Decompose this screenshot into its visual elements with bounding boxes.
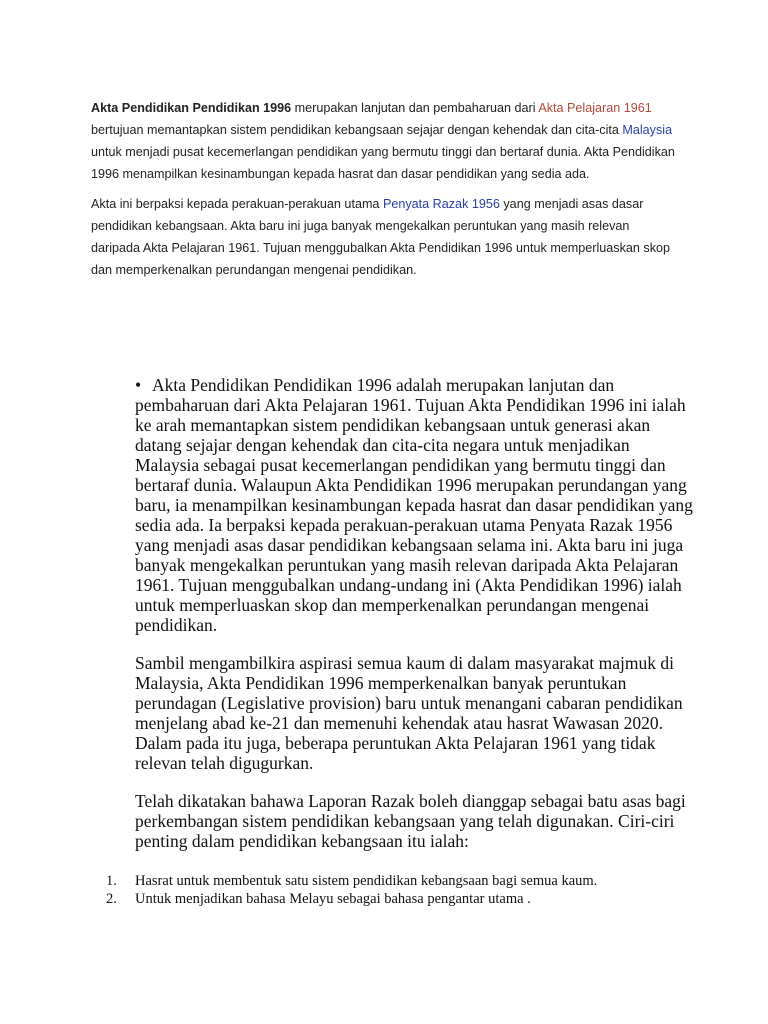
list-item bbox=[106, 872, 706, 890]
link-malaysia[interactable]: Malaysia bbox=[622, 123, 673, 137]
wiki-text: bertujuan memantapkan sistem pendidikan kebangsaan sejajar dengan kehendak dan cita-cita bbox=[91, 123, 623, 137]
article-title-bold: Akta Pendidikan Pendidikan 1996 bbox=[91, 101, 292, 115]
list-item-text: Hasrat untuk membentuk satu sistem pendidikan kebangsaan bagi semua kaum. bbox=[135, 873, 598, 889]
wiki-text: Akta ini berpaksi kepada perakuan-perakuan utama bbox=[91, 197, 383, 211]
essay-section bbox=[135, 375, 695, 851]
list-item-text: Untuk menjadikan bahasa Melayu sebagai bahasa pengantar utama . bbox=[135, 891, 531, 907]
wiki-paragraph-1 bbox=[91, 97, 681, 185]
list-number: 2. bbox=[106, 891, 117, 907]
numbered-list bbox=[106, 872, 706, 908]
essay-text: Akta Pendidikan Pendidikan 1996 adalah merupakan lanjutan dan pembaharuan dari Akta Pelajaran 1961. Tujuan Akta Pendidikan 1996 ini ialah ke arah memantapkan sistem pendidikan kebangsaan untuk generasi akan datang sejajar dengan kehendak dan cita-cita negara untuk menjadikan Malaysia sebagai pusat kecemerlangan pendidikan yang bermutu tinggi dan bertaraf dunia. Walaupun Akta Pendidikan 1996 merupakan perundangan yang baru, ia menampilkan kesinambungan kepada hasrat dan dasar pendidikan yang sedia ada. Ia berpaksi kepada perakuan-perakuan utama Penyata Razak 1956 yang menjadi asas dasar pendidikan kebangsaan selama ini. Akta baru ini juga banyak mengekalkan peruntukan yang masih relevan daripada Akta Pelajaran 1961. Tujuan menggubalkan undang-undang ini (Akta Pendidikan 1996) ialah untuk memperluaskan skop dan memperkenalkan perundangan mengenai pendidikan. bbox=[135, 375, 693, 635]
wiki-excerpt bbox=[91, 97, 681, 281]
essay-paragraph-1 bbox=[135, 375, 695, 635]
link-penyata-razak-1956[interactable]: Penyata Razak 1956 bbox=[382, 197, 500, 211]
wiki-text: merupakan lanjutan dan pembaharuan dari bbox=[291, 101, 539, 115]
essay-paragraph-2: Sambil mengambilkira aspirasi semua kaum di dalam masyarakat majmuk di Malaysia, Akta Pendidikan 1996 memperkenalkan banyak peruntukan perundagan (Legislative provision) baru untuk menangani cabaran pendidikan menjelang abad ke-21 dan memenuhi kehendak atau hasrat Wawasan 2020. Dalam pada itu juga, beberapa peruntukan Akta Pelajaran 1961 yang tidak relevan telah digugurkan. bbox=[135, 653, 683, 773]
wiki-paragraph-2 bbox=[91, 193, 681, 281]
bullet-icon: • bbox=[135, 375, 142, 395]
wiki-text: untuk menjadi pusat kecemerlangan pendidikan yang bermutu tinggi dan bertaraf dunia. Akta Pendidikan 1996 menampilkan kesinambungan kepada hasrat dan dasar pendidikan yang sedia ada. bbox=[91, 145, 675, 181]
essay-paragraph-3: Telah dikatakan bahawa Laporan Razak boleh dianggap sebagai batu asas bagi perkembangan sistem pendidikan kebangsaan yang telah digunakan. Ciri-ciri penting dalam pendidikan kebangsaan itu ialah: bbox=[135, 791, 686, 851]
wiki-text: yang menjadi asas dasar pendidikan kebangsaan. Akta baru ini juga banyak mengekalkan peruntukan yang masih relevan daripada Akta Pelajaran 1961. Tujuan menggubalkan Akta Pendidikan 1996 untuk memperluaskan skop dan memperkenalkan perundangan mengenai pendidikan. bbox=[91, 197, 671, 277]
list-item bbox=[106, 890, 706, 908]
link-akta-pelajaran-1961[interactable]: Akta Pelajaran 1961 bbox=[538, 101, 652, 115]
list-number: 1. bbox=[106, 873, 117, 889]
